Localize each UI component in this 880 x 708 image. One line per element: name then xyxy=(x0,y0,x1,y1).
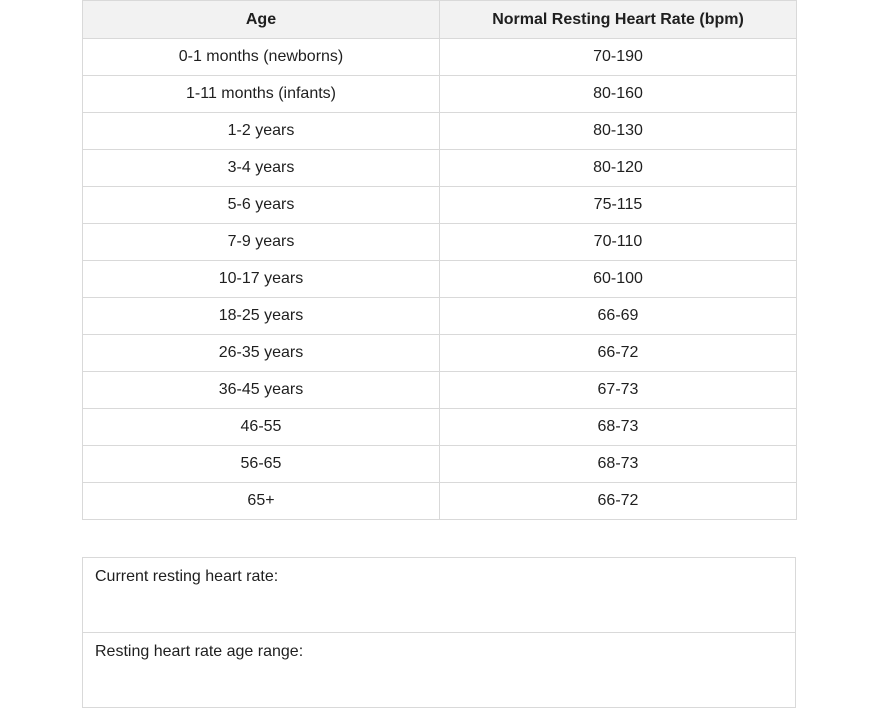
heart-rate-cell: 80-120 xyxy=(440,150,797,187)
table-row xyxy=(83,483,797,520)
heart-rate-cell: 66-72 xyxy=(440,335,797,372)
age-cell: 1-2 years xyxy=(83,113,440,150)
age-cell: 56-65 xyxy=(83,446,440,483)
table-header-row xyxy=(83,1,797,39)
table-row xyxy=(83,446,797,483)
age-cell: 0-1 months (newborns) xyxy=(83,39,440,76)
table-row xyxy=(83,224,797,261)
column-header-heart-rate: Normal Resting Heart Rate (bpm) xyxy=(440,1,797,39)
heart-rate-cell: 66-72 xyxy=(440,483,797,520)
table-row xyxy=(83,409,797,446)
heart-rate-cell: 70-190 xyxy=(440,39,797,76)
table-row xyxy=(83,298,797,335)
current-resting-heart-rate-label: Current resting heart rate: xyxy=(95,568,279,585)
heart-rate-cell: 66-69 xyxy=(440,298,797,335)
column-header-age: Age xyxy=(83,1,440,39)
heart-rate-cell: 68-73 xyxy=(440,409,797,446)
heart-rate-cell: 60-100 xyxy=(440,261,797,298)
resting-heart-rate-age-range-field[interactable] xyxy=(83,633,795,708)
table-row xyxy=(83,150,797,187)
table-row xyxy=(83,187,797,224)
heart-rate-table xyxy=(82,0,797,520)
heart-rate-entry-form xyxy=(82,557,796,708)
heart-rate-cell: 68-73 xyxy=(440,446,797,483)
table-row xyxy=(83,113,797,150)
table-row xyxy=(83,76,797,113)
heart-rate-cell: 75-115 xyxy=(440,187,797,224)
age-cell: 3-4 years xyxy=(83,150,440,187)
table-row xyxy=(83,335,797,372)
age-cell: 46-55 xyxy=(83,409,440,446)
age-cell: 7-9 years xyxy=(83,224,440,261)
age-cell: 18-25 years xyxy=(83,298,440,335)
resting-heart-rate-age-range-label: Resting heart rate age range: xyxy=(95,643,304,660)
table-row xyxy=(83,39,797,76)
heart-rate-cell: 70-110 xyxy=(440,224,797,261)
age-cell: 36-45 years xyxy=(83,372,440,409)
age-cell: 26-35 years xyxy=(83,335,440,372)
age-cell: 65+ xyxy=(83,483,440,520)
heart-rate-cell: 80-130 xyxy=(440,113,797,150)
age-cell: 1-11 months (infants) xyxy=(83,76,440,113)
age-cell: 5-6 years xyxy=(83,187,440,224)
heart-rate-cell: 80-160 xyxy=(440,76,797,113)
current-resting-heart-rate-field[interactable] xyxy=(83,558,795,633)
age-cell: 10-17 years xyxy=(83,261,440,298)
table-row xyxy=(83,372,797,409)
table-row xyxy=(83,261,797,298)
heart-rate-cell: 67-73 xyxy=(440,372,797,409)
